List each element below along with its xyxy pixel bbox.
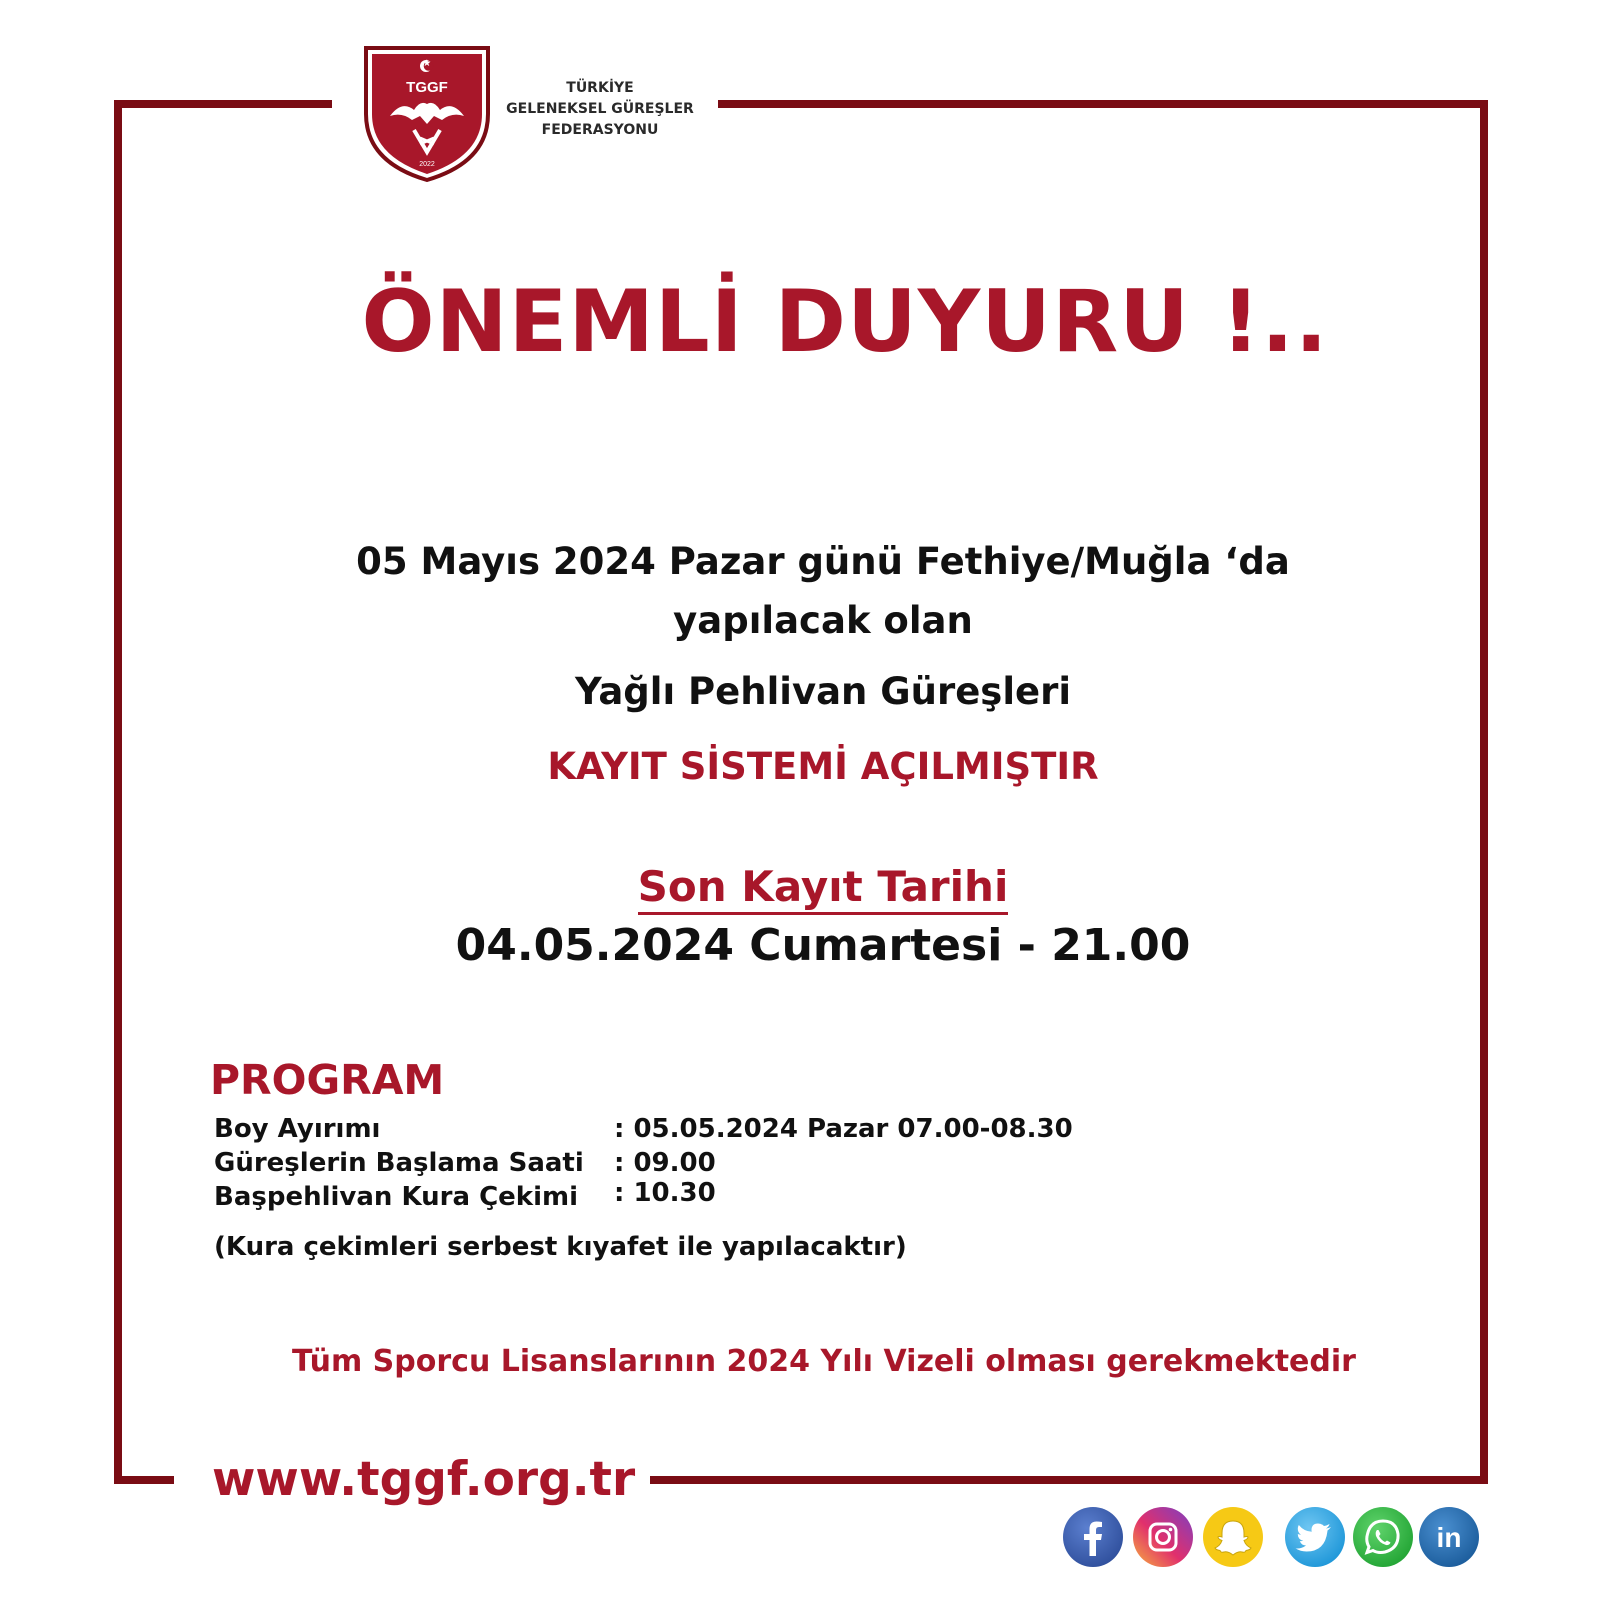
license-note: Tüm Sporcu Lisanslarının 2024 Yılı Vizeli olması gerekmektedir: [292, 1344, 1356, 1379]
event-line-2: yapılacak olan: [673, 599, 973, 642]
program-row-label: Başpehlivan Kura Çekimi: [214, 1182, 579, 1212]
announcement-title: ÖNEMLİ DUYURU !..: [361, 272, 1329, 372]
program-row-label: Güreşlerin Başlama Saati: [214, 1148, 584, 1178]
program-heading: PROGRAM: [210, 1056, 445, 1104]
website-link[interactable]: www.tggf.org.tr: [212, 1452, 636, 1507]
frame-bottom-left: [114, 1476, 174, 1484]
org-name-line-1: TÜRKİYE: [566, 80, 634, 96]
svg-text:2022: 2022: [419, 161, 435, 168]
program-row-value: : 09.00: [614, 1148, 716, 1178]
snapchat-icon[interactable]: [1202, 1506, 1264, 1568]
federation-name: [500, 78, 700, 141]
frame-top-left: [114, 100, 332, 108]
frame-top-right: [718, 100, 1488, 108]
deadline-value: 04.05.2024 Cumartesi - 21.00: [455, 920, 1191, 971]
event-line-1: 05 Mayıs 2024 Pazar günü Fethiye/Muğla ‘da: [356, 540, 1290, 583]
svg-text:TGGF: TGGF: [406, 79, 448, 96]
org-name-line-2: GELENEKSEL GÜREŞLER: [506, 101, 694, 117]
program-row-value: : 05.05.2024 Pazar 07.00-08.30: [614, 1114, 1073, 1144]
twitter-icon[interactable]: [1284, 1506, 1346, 1568]
program-row-value: : 10.30: [614, 1178, 716, 1208]
deadline-label: [0, 862, 1600, 911]
org-name-line-3: FEDERASYONU: [541, 122, 659, 138]
event-name: Yağlı Pehlivan Güreşleri: [574, 670, 1072, 713]
federation-logo: [362, 44, 492, 182]
program-note: (Kura çekimleri serbest kıyafet ile yapılacaktır): [214, 1232, 907, 1262]
instagram-icon[interactable]: [1132, 1506, 1194, 1568]
facebook-icon[interactable]: [1062, 1506, 1124, 1568]
registration-open-text: KAYIT SİSTEMİ AÇILMIŞTIR: [547, 745, 1099, 788]
deadline-label-text: Son Kayıt Tarihi: [638, 862, 1009, 915]
whatsapp-icon[interactable]: [1352, 1506, 1414, 1568]
program-row-label: Boy Ayırımı: [214, 1114, 381, 1144]
linkedin-icon[interactable]: [1418, 1506, 1480, 1568]
svg-text:in: in: [1436, 1522, 1462, 1553]
frame-bottom-right: [650, 1476, 1488, 1484]
